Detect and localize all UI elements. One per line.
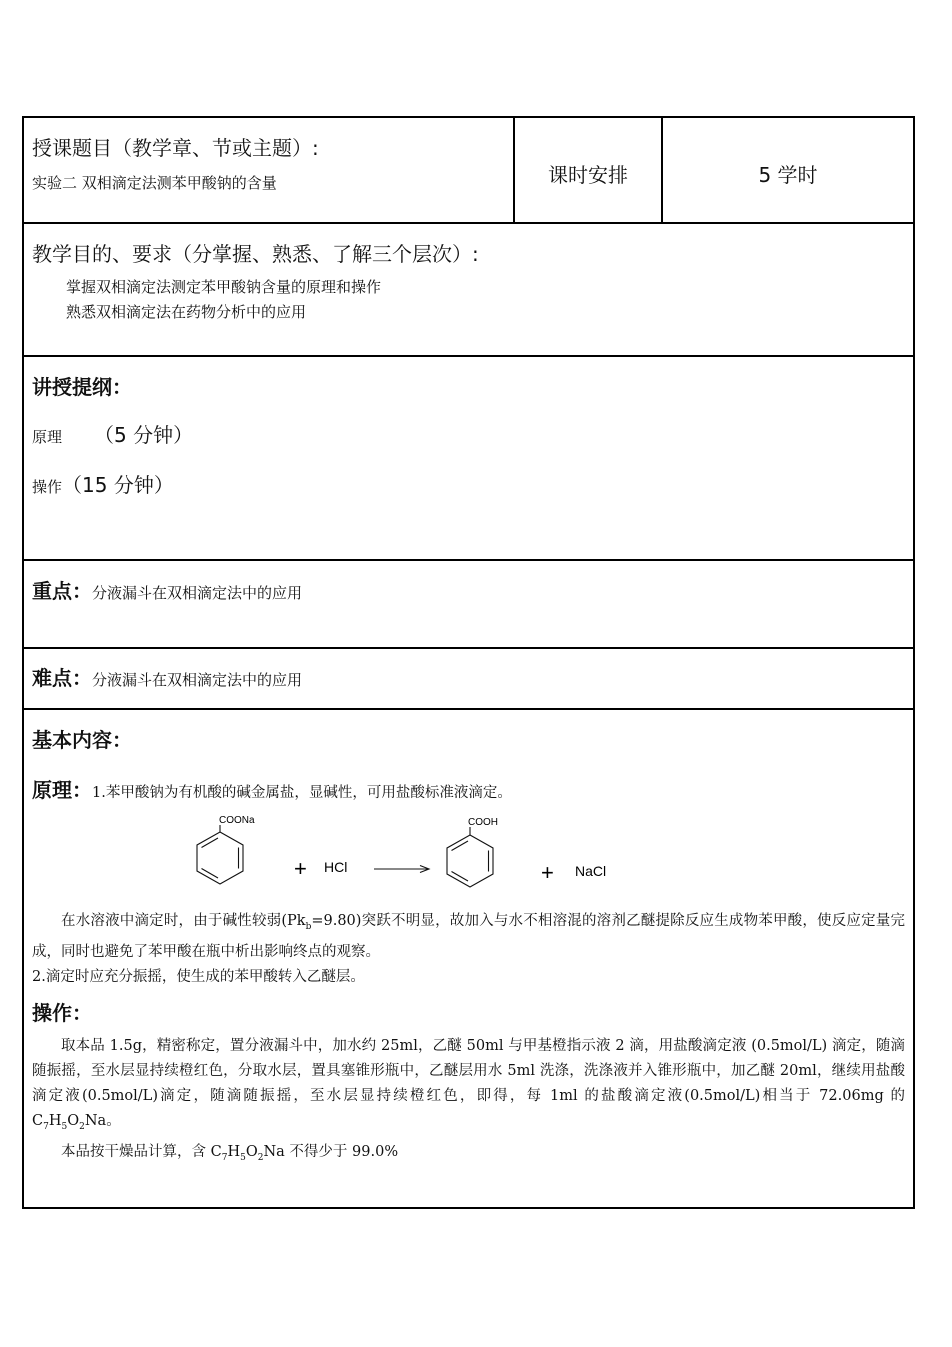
key-point-row (24, 561, 913, 649)
key-point-text: 分液漏斗在双相滴定法中的应用 (92, 584, 303, 602)
reaction-arrow-icon (374, 866, 429, 873)
content-row (24, 710, 913, 1207)
difficulty (32, 662, 302, 691)
principle-text-1: 1.苯甲酸钠为有机酸的碱金属盐，显碱性，可用盐酸标准液滴定。 (92, 785, 512, 801)
byproduct: NaCl (575, 863, 607, 879)
outline-item-name: 操作 (32, 478, 63, 496)
reaction-scheme (174, 814, 634, 902)
schedule-value: 5 学时 (758, 163, 818, 187)
difficulty-label: 难点： (32, 666, 92, 690)
topic-cell (24, 118, 515, 222)
principle-explanation: 在水溶液中滴定时，由于碱性较弱$(Pk_b=9.80)$突跃不明显，故加入与水不相溶混的溶剂乙醚提除反应生成物苯甲酸，使反应定量完成，同时也避免了苯甲酸在瓶中析出影响终点的观察。 (32, 913, 906, 960)
principle-paragraph (32, 909, 905, 990)
schedule-label-cell (515, 118, 663, 222)
outline-item-time: （5 分钟） (94, 423, 194, 447)
objectives-title: 教学目的、要求（分掌握、熟悉、了解三个层次）: (32, 242, 479, 266)
schedule-label: 课时安排 (548, 163, 628, 187)
product-group: COOH (468, 817, 498, 828)
content-title: 基本内容： (32, 728, 132, 752)
principle-line (32, 774, 512, 803)
reactant-group: COONa (219, 815, 255, 826)
schedule-value-cell (663, 118, 913, 222)
outline-item-time: （15 分钟） (62, 473, 174, 497)
final-requirement: 本品按干燥品计算，含 $C_7H_5O_2Na$ 不得少于 99.0% (61, 1143, 399, 1163)
outline-item (32, 469, 174, 498)
objective-item: 掌握双相滴定法测定苯甲酸钠含量的原理和操作 (66, 278, 382, 296)
outline-row (24, 357, 913, 561)
topic-value: 实验二 双相滴定法测苯甲酸钠的含量 (32, 174, 277, 192)
plus-sign: + (294, 856, 307, 881)
benzene-ring-icon (447, 827, 493, 887)
lesson-plan-table (22, 116, 915, 1209)
principle-text-2: 2.滴定时应充分振摇，使生成的苯甲酸转入乙醚层。 (32, 968, 365, 985)
principle-label: 原理： (32, 778, 92, 802)
plus-sign: + (541, 860, 554, 885)
topic-label: 授课题目（教学章、节或主题）: (32, 136, 319, 160)
difficulty-row (24, 649, 913, 710)
header-row (24, 118, 913, 224)
objective-item: 熟悉双相滴定法在药物分析中的应用 (66, 303, 307, 321)
reagent: HCl (324, 859, 348, 875)
operation-label: 操作： (32, 1001, 92, 1025)
outline-title: 讲授提纲： (32, 375, 132, 399)
outline-item-name: 原理 (32, 428, 63, 446)
key-point-label: 重点： (32, 579, 92, 603)
operation-paragraph (32, 1034, 905, 1171)
objectives-row (24, 224, 913, 357)
operation-text: 取本品 1.5g，精密称定，置分液漏斗中，加水约 25ml，乙醚 50ml 与甲基橙指示液 2 滴，用盐酸滴定液 (0.5mol/L) 滴定，随滴随振摇，至水层显持续橙红色，分取水层，置具塞锥形瓶中，乙醚层用水 5ml 洗涤，洗涤液并入锥形瓶中，加乙醚 20ml，继续用盐酸滴定液(0.5mol/L)滴定，随滴随振摇，至水层显持续橙红色，即得，每 1ml 的盐酸滴定液(0.5mol/L)相当于 72.06mg 的 $C_7H_5O_2Na$。 (32, 1038, 905, 1132)
benzene-ring-icon (197, 825, 243, 884)
difficulty-text: 分液漏斗在双相滴定法中的应用 (92, 671, 303, 689)
key-point (32, 575, 302, 604)
outline-item (32, 419, 193, 448)
